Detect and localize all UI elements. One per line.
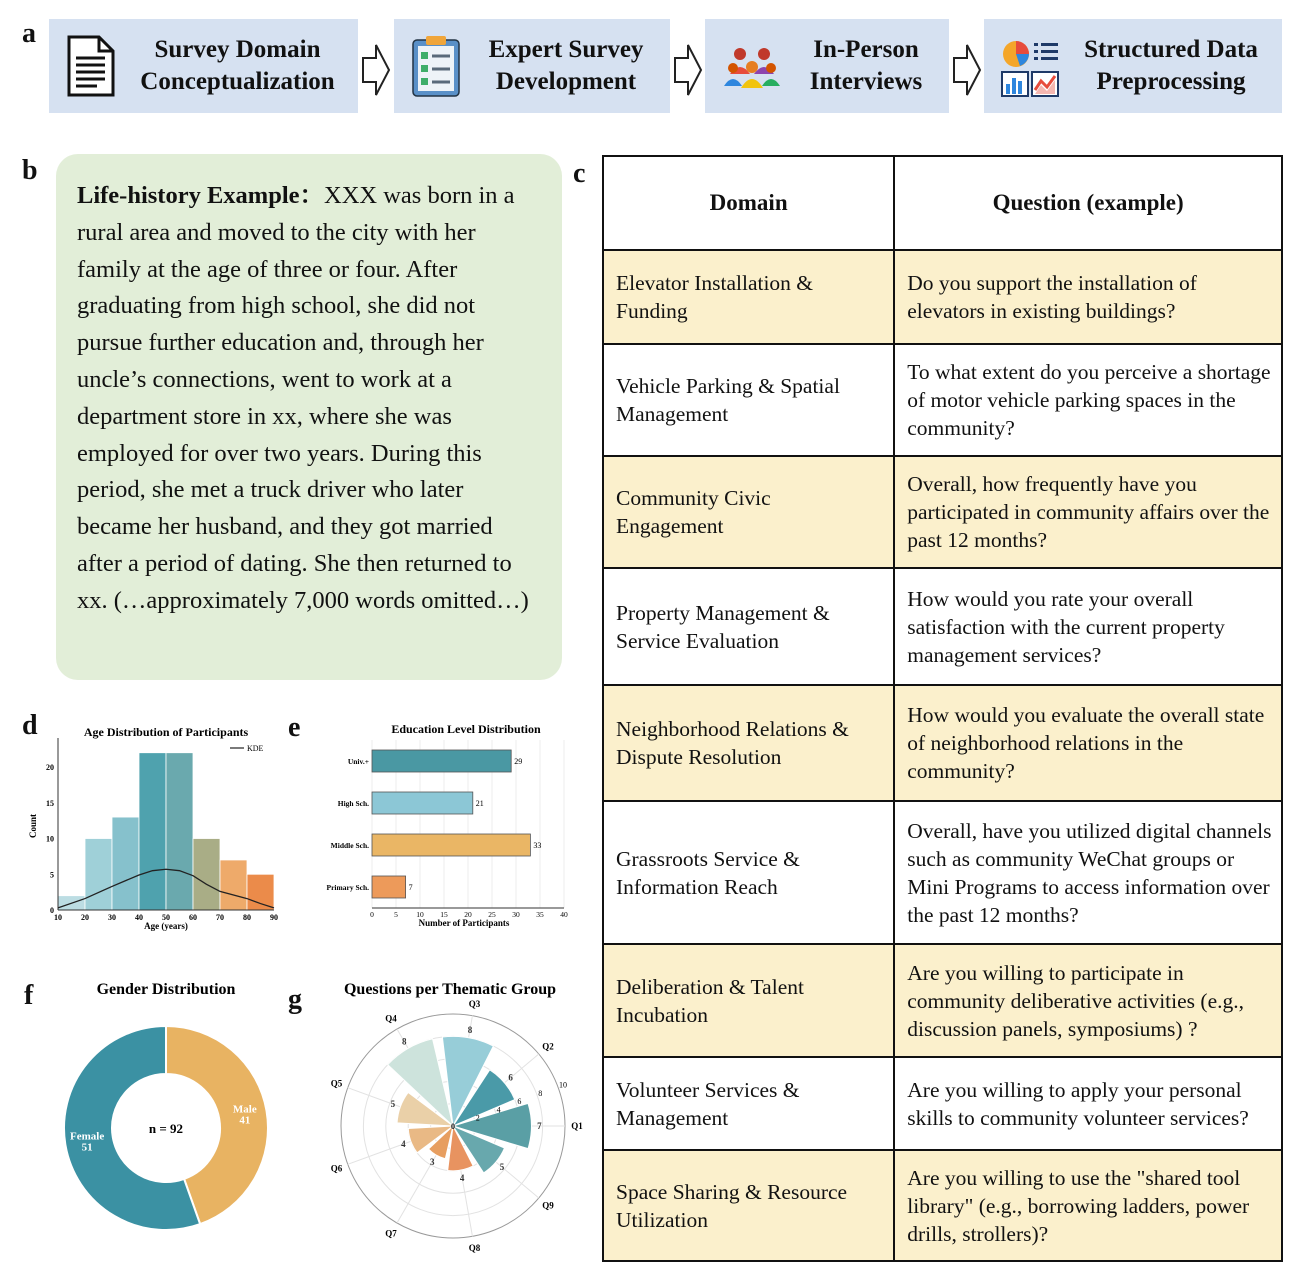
bar-value-label: 8 [401, 1036, 407, 1047]
category-label: Q8 [468, 1243, 481, 1254]
life-history-text: XXX was born in a rural area and moved to the city with her family at the age of three or four. After graduating from high school, she did not pursue further education and, through her uncle’s connections, went to work at a department store in xx, where she was employed for over two years. During this period, she met a truck driver who later became her husband, and they got married after a period of dating. She then returned to xx. (…approximately 7,000 words omitted…) [77, 182, 529, 614]
panel-label-d: d [22, 710, 38, 741]
histogram-bar [85, 839, 112, 910]
y-tick-label: 5 [50, 870, 54, 880]
panel-label-e: e [288, 712, 301, 743]
panel-label-c: c [573, 158, 586, 189]
workflow-step-1 [49, 19, 358, 113]
slice-value: 51 [81, 1141, 93, 1154]
workflow-step-4 [984, 19, 1282, 113]
category-label: Q4 [385, 1013, 397, 1024]
x-tick-label: 30 [512, 910, 520, 919]
question-cell: Are you willing to apply your personal skills to community volunteer services? [894, 1057, 1282, 1150]
category-label: Q3 [468, 998, 481, 1009]
x-tick-label: 20 [81, 913, 89, 922]
panel-label-f: f [24, 980, 34, 1011]
x-tick-label: 40 [560, 910, 568, 919]
radial-tick-label: 8 [538, 1088, 543, 1098]
workflow-step-3-line2: Interviews [809, 68, 923, 95]
category-label: Q2 [542, 1041, 554, 1052]
category-label: Q9 [542, 1200, 554, 1211]
data-charts-icon [1000, 34, 1060, 98]
slice-label: Male [232, 1103, 257, 1116]
workflow-step-2 [394, 19, 670, 113]
category-label: Primary Sch. [326, 883, 369, 892]
domain-cell: Grassroots Service & Information Reach [603, 801, 894, 944]
workflow-step-1-line2: Conceptualization [140, 68, 335, 95]
histogram-bar [112, 817, 139, 910]
domain-cell: Community Civic Engagement [603, 456, 894, 568]
question-cell: Overall, have you utilized digital channels such as community WeChat groups or Mini Programs to access information over the past 12 months? [894, 801, 1282, 944]
education-bar-chart [300, 718, 575, 936]
chart-title: Education Level Distribution [391, 722, 541, 736]
domain-cell: Elevator Installation & Funding [603, 250, 894, 344]
table-row [603, 456, 1282, 568]
domain-question-table [602, 155, 1283, 1262]
legend-label: KDE [247, 744, 264, 753]
y-tick-label: 15 [46, 798, 54, 808]
bar-value-label: 21 [475, 799, 484, 808]
domain-cell: Vehicle Parking & Spatial Management [603, 344, 894, 456]
workflow-step-4-line2: Preprocessing [1096, 68, 1246, 95]
people-group-icon [721, 34, 783, 98]
question-cell: Are you willing to use the "shared tool library" (e.g., borrowing ladders, power drills, strollers)? [894, 1150, 1282, 1261]
radial-tick-label: 4 [496, 1105, 501, 1115]
panel-label-b: b [22, 155, 38, 186]
x-tick-label: 60 [189, 913, 197, 922]
bar-value-label: 5 [499, 1162, 505, 1173]
x-tick-label: 70 [216, 913, 224, 922]
x-tick-label: 10 [416, 910, 424, 919]
x-tick-label: 30 [108, 913, 116, 922]
category-label: Univ.+ [347, 757, 369, 766]
chart-title: Age Distribution of Participants [83, 725, 249, 739]
radial-tick-label: 0 [451, 1122, 455, 1131]
histogram-bar [193, 839, 220, 910]
x-tick-label: 0 [370, 910, 374, 919]
y-tick-label: 20 [46, 763, 54, 773]
donut-center-label: n = 92 [148, 1121, 184, 1136]
bar-value-label: 4 [401, 1139, 406, 1150]
bar-value-label: 3 [429, 1157, 435, 1168]
bar-value-label: 7 [537, 1121, 542, 1131]
table-row [603, 1057, 1282, 1150]
domain-cell: Deliberation & Talent Incubation [603, 944, 894, 1057]
slice-value: 41 [239, 1114, 251, 1127]
x-tick-label: 40 [135, 913, 143, 922]
life-history-title: Life-history Example： [77, 182, 325, 209]
x-tick-label: 80 [243, 913, 251, 922]
histogram-bar [220, 860, 247, 910]
chart-title: Questions per Thematic Group [343, 981, 557, 998]
domain-cell: Volunteer Services & Management [603, 1057, 894, 1150]
x-tick-label: 35 [536, 910, 544, 919]
education-bar [372, 750, 511, 772]
education-bar [372, 834, 530, 856]
category-label: Q1 [571, 1121, 583, 1131]
gender-donut-chart [50, 974, 290, 1236]
workflow-step-2-line1: Expert Survey [488, 36, 644, 63]
radial-tick-label: 6 [517, 1097, 522, 1107]
x-axis-label: Number of Participants [418, 918, 510, 928]
domain-cell: Space Sharing & Resource Utilization [603, 1150, 894, 1261]
panel-label-g: g [288, 984, 302, 1015]
bar-value-label: 33 [533, 841, 542, 850]
question-cell: How would you evaluate the overall state of neighborhood relations in the community? [894, 685, 1282, 801]
table-row [603, 250, 1282, 344]
panel-label-a: a [22, 18, 36, 49]
workflow-step-2-line2: Development [495, 68, 637, 95]
y-tick-label: 0 [50, 906, 54, 915]
chart-title: Gender Distribution [96, 981, 236, 998]
workflow-step-4-line1: Structured Data [1084, 36, 1258, 63]
question-cell: Do you support the installation of elevators in existing buildings? [894, 250, 1282, 344]
document-icon [65, 34, 117, 98]
x-tick-label: 15 [440, 910, 448, 919]
bar-value-label: 4 [459, 1172, 465, 1183]
histogram-bar [139, 753, 166, 910]
x-tick-label: 50 [162, 913, 170, 922]
bar-value-label: 7 [408, 883, 413, 892]
workflow-step-3 [705, 19, 949, 113]
checklist-icon [410, 34, 462, 98]
x-tick-label: 90 [270, 913, 278, 922]
table-row [603, 568, 1282, 685]
category-label: Q6 [330, 1163, 343, 1174]
education-bar [372, 792, 473, 814]
question-cell: To what extent do you perceive a shortage of motor vehicle parking spaces in the community? [894, 344, 1282, 456]
age-histogram-chart [22, 718, 284, 936]
arrow-right-icon [952, 42, 982, 98]
question-cell: How would you rate your overall satisfaction with the current property management services? [894, 568, 1282, 685]
table-row [603, 801, 1282, 944]
question-cell: Overall, how frequently have you participated in community affairs over the past 12 months? [894, 456, 1282, 568]
category-label: Middle Sch. [330, 841, 369, 850]
table-row [603, 944, 1282, 1057]
header-question: Question (example) [894, 156, 1282, 250]
table-row [603, 344, 1282, 456]
table-row [603, 685, 1282, 801]
question-cell: Are you willing to participate in community deliberative activities (e.g., discussion panels, symposiums) ? [894, 944, 1282, 1057]
category-label: Q7 [385, 1228, 397, 1239]
life-history-box [56, 154, 562, 680]
polar-bar-chart [300, 974, 600, 1259]
arrow-right-icon [361, 42, 391, 98]
histogram-bar [166, 753, 193, 910]
slice-label: Female [70, 1130, 105, 1143]
radial-tick-label: 10 [559, 1080, 568, 1090]
bar-value-label: 5 [390, 1099, 396, 1110]
histogram-bar [247, 874, 274, 910]
y-axis-label: Count [28, 813, 38, 839]
x-tick-label: 25 [488, 910, 496, 919]
workflow-step-3-line1: In-Person [813, 36, 919, 63]
arrow-right-icon [673, 42, 703, 98]
bar-value-label: 8 [467, 1024, 473, 1035]
category-label: High Sch. [337, 799, 369, 808]
domain-cell: Neighborhood Relations & Dispute Resolution [603, 685, 894, 801]
table-header-row [603, 156, 1282, 250]
bar-value-label: 6 [508, 1072, 513, 1083]
radial-tick-label: 2 [475, 1113, 480, 1123]
y-tick-label: 10 [46, 834, 54, 844]
table-row [603, 1150, 1282, 1261]
x-tick-label: 5 [394, 910, 398, 919]
x-axis-label: Age (years) [144, 921, 188, 931]
workflow-step-1-line1: Survey Domain [154, 36, 321, 63]
header-domain: Domain [603, 156, 894, 250]
bar-value-label: 29 [514, 757, 523, 766]
education-bar [372, 876, 406, 898]
x-tick-label: 10 [54, 913, 62, 922]
category-label: Q5 [330, 1078, 343, 1089]
domain-cell: Property Management & Service Evaluation [603, 568, 894, 685]
x-tick-label: 20 [464, 910, 472, 919]
